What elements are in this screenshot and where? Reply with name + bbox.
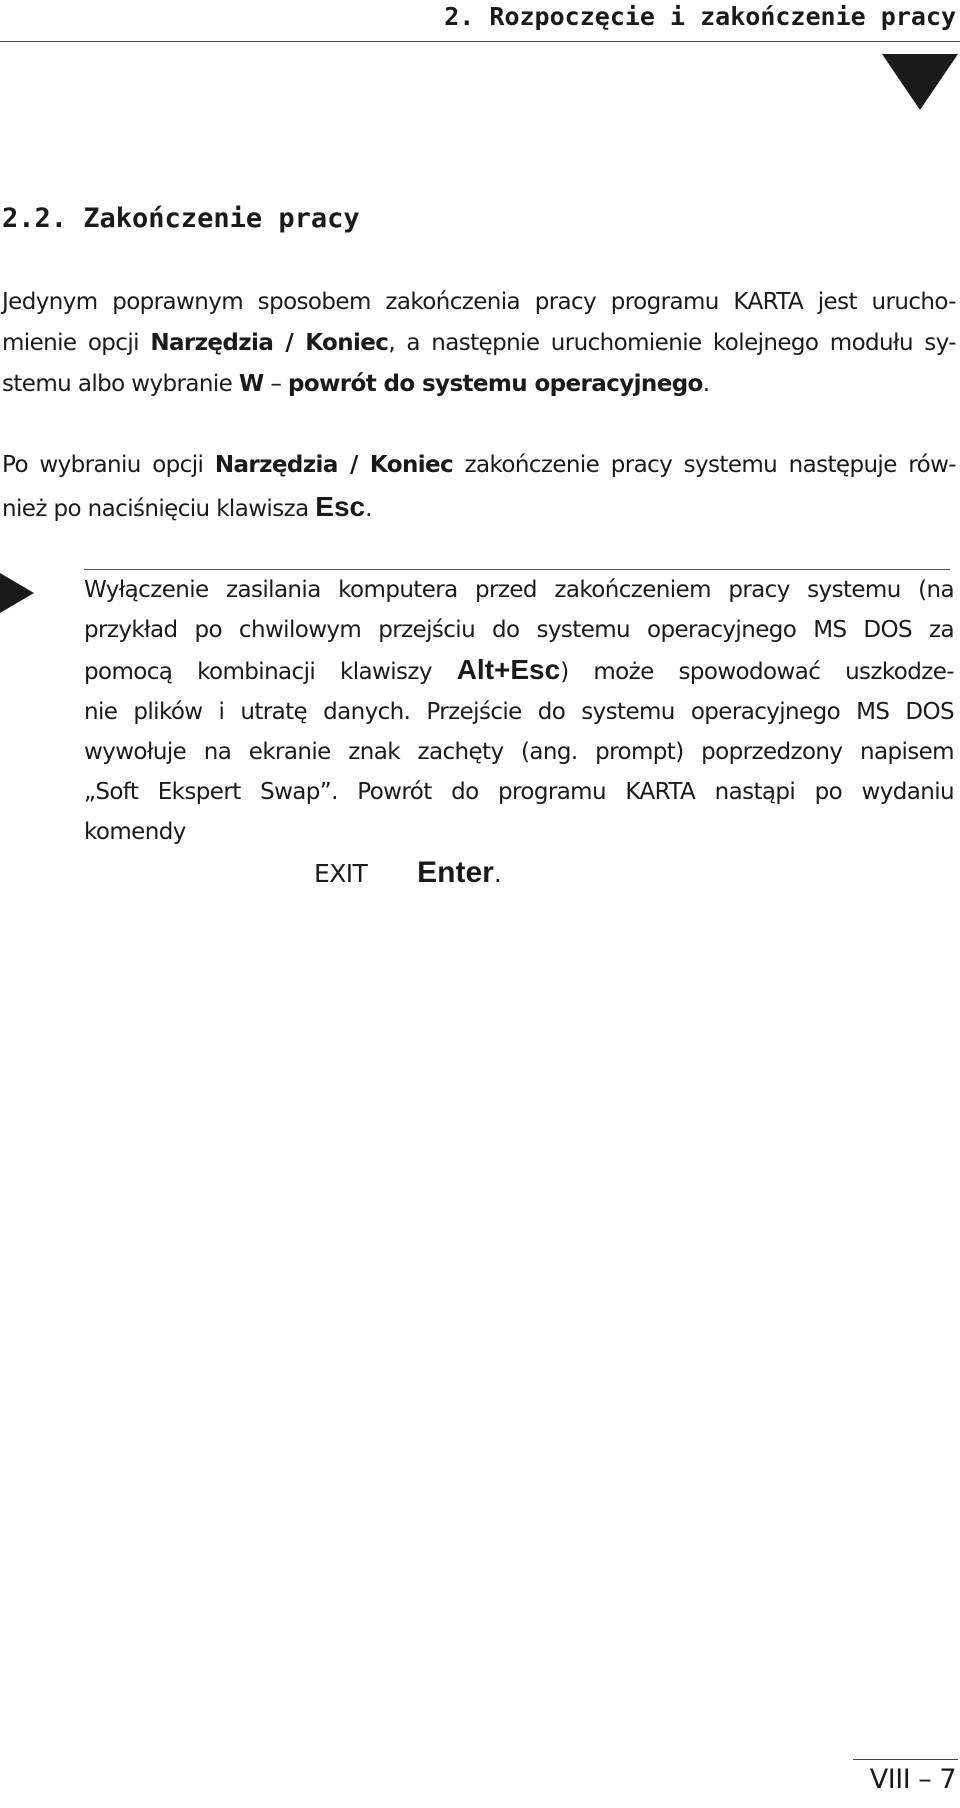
command-suffix: . — [493, 859, 502, 888]
paragraph-esc-key — [2, 445, 956, 530]
option-return-to-os: powrót do systemu operacyjnego — [288, 371, 703, 397]
text-line: wywołuje na ekranie znak zachęty (ang. prompt) poprzedzony napisem — [84, 739, 954, 765]
chapter-title: 2. Rozpoczęcie i zakończenie pracy — [444, 2, 956, 31]
text-line: Wyłączenie zasilania komputera przed zakończeniem pracy systemu (na — [84, 577, 954, 603]
text-line: mienie opcji Narzędzia / Koniec, a następnie uruchomienie kolejnego modułu sy- — [2, 330, 956, 356]
text-line: stemu albo wybranie W – powrót do systemu operacyjnego. — [2, 371, 710, 397]
key-enter: Enter — [417, 856, 494, 889]
menu-option-tools-end: Narzędzia / Koniec — [214, 452, 454, 478]
exit-command — [314, 856, 501, 890]
text-line: nież po naciśnięciu klawisza Esc. — [2, 491, 372, 522]
down-triangle-icon — [882, 54, 958, 110]
text-line: przykład po chwilowym przejściu do systemu operacyjnego MS DOS za — [84, 617, 954, 643]
footer-divider — [853, 1759, 958, 1760]
text-line: nie plików i utratę danych. Przejście do systemu operacyjnego MS DOS — [84, 699, 954, 725]
text-line: Jedynym poprawnym sposobem zakończenia pracy programu KARTA jest urucho- — [2, 289, 956, 315]
key-alt-esc: Alt+Esc — [456, 654, 561, 685]
command-text: EXIT — [314, 859, 368, 888]
key-esc: Esc — [315, 491, 366, 522]
text-line: komendy — [84, 819, 186, 845]
warning-note — [84, 570, 954, 852]
header-divider — [0, 41, 960, 42]
note-arrow-icon — [0, 573, 34, 613]
menu-option-tools-end: Narzędzia / Koniec — [150, 330, 389, 356]
paragraph-ending-work — [2, 282, 956, 405]
page-number: VIII – 7 — [869, 1764, 956, 1795]
text-line: „Soft Ekspert Swap”. Powrót do programu KARTA nastąpi po wydaniu — [84, 779, 954, 805]
option-key-w: W — [238, 371, 264, 397]
text-line: pomocą kombinacji klawiszy Alt+Esc) może spowodować uszkodze- — [84, 654, 954, 685]
section-heading: 2.2. Zakończenie pracy — [2, 203, 360, 234]
text-line: Po wybraniu opcji Narzędzia / Koniec zakończenie pracy systemu następuje rów- — [2, 452, 956, 478]
